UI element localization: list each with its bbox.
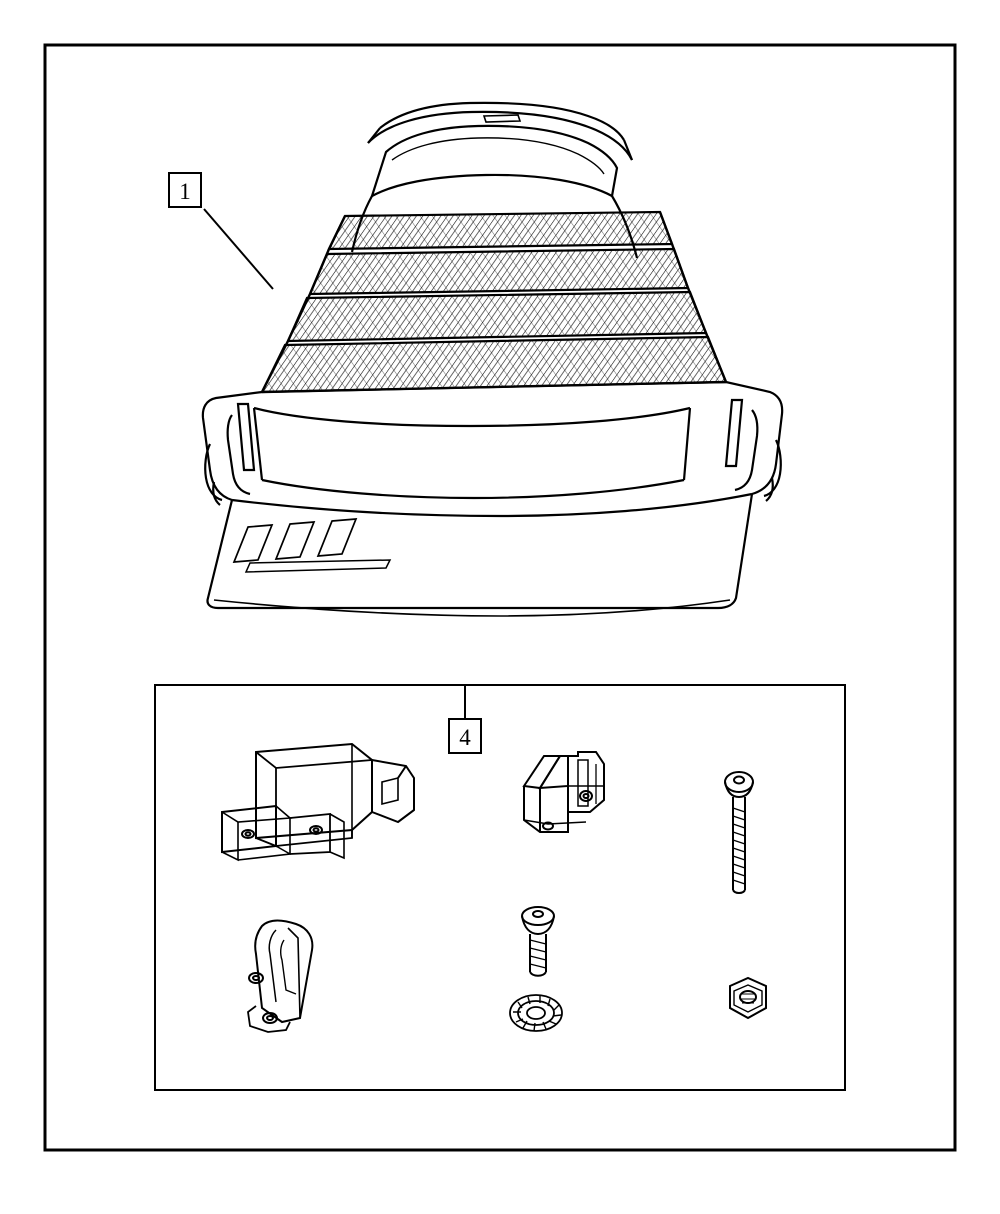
bracket-clamp-part (222, 744, 414, 860)
callout-1[interactable]: 1 (168, 172, 202, 208)
tonneau-cover-panels (262, 212, 726, 392)
hex-nut-part (730, 978, 766, 1018)
callout-4[interactable]: 4 (448, 718, 482, 754)
star-washer-part (510, 995, 562, 1031)
rail-clamp-block-part (524, 752, 604, 832)
long-bolt-part (725, 772, 753, 893)
truck-bed-illustration (203, 103, 782, 616)
short-bolt-part (522, 907, 554, 976)
latch-hook-part (248, 921, 312, 1033)
leader-line-1 (204, 209, 273, 289)
outer-border (45, 45, 955, 1150)
